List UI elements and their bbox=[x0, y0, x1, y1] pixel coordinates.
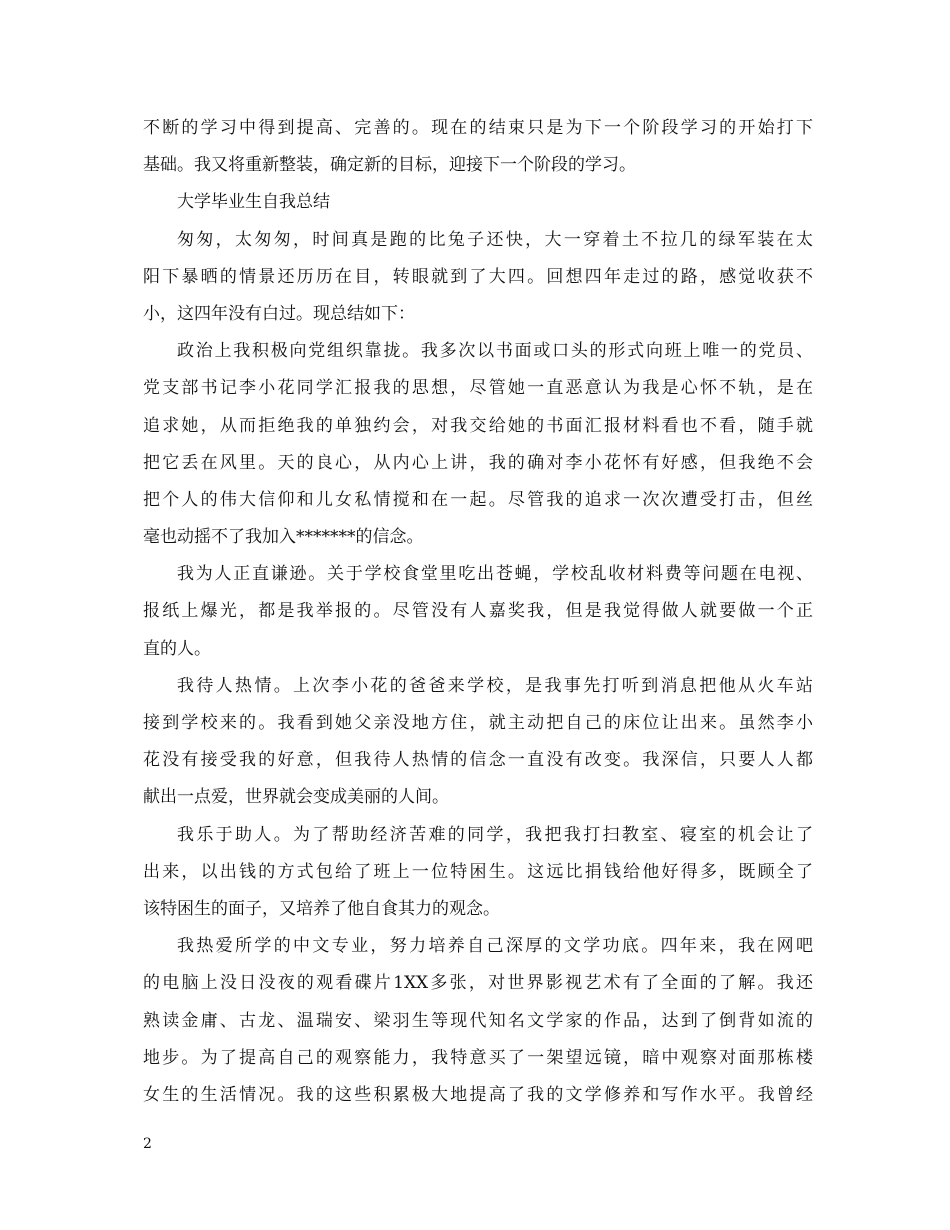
text-line: 把个人的伟大信仰和儿女私情搅和在一起。尽管我的追求一次次遭受打击，但丝 bbox=[143, 489, 813, 510]
text-line: 我待人热情。上次李小花的爸爸来学校，是我事先打听到消息把他从火车站 bbox=[177, 675, 813, 696]
text-line: 基础。我又将重新整装，确定新的目标，迎接下一个阶段的学习。 bbox=[143, 155, 636, 176]
text-line: 匆匆，太匆匆，时间真是跑的比兔子还快，大一穿着土不拉几的绿军装在太 bbox=[177, 229, 813, 250]
text-line: 阳下暴晒的情景还历历在目，转眼就到了大四。回想四年走过的路，感觉收获不 bbox=[143, 266, 813, 287]
text-line: 毫也动摇不了我加入*******的信念。 bbox=[143, 527, 424, 548]
text-line: 我热爱所学的中文专业，努力培养自己深厚的文学功底。四年来，我在网吧 bbox=[177, 936, 813, 957]
text-line: 政治上我积极向党组织靠拢。我多次以书面或口头的形式向班上唯一的党员、 bbox=[177, 341, 813, 362]
text-line: 党支部书记李小花同学汇报我的思想，尽管她一直恶意认为我是心怀不轨，是在 bbox=[143, 378, 813, 399]
text-line: 不断的学习中得到提高、完善的。现在的结束只是为下一个阶段学习的开始打下 bbox=[143, 118, 813, 138]
text-line: 直的人。 bbox=[143, 638, 211, 659]
text-line: 花没有接受我的好意，但我待人热情的信念一直没有改变。我深信，只要人人都 bbox=[143, 750, 813, 771]
text-line: 我为人正直谦逊。关于学校食堂里吃出苍蝇，学校乱收材料费等问题在电视、 bbox=[177, 564, 813, 585]
text-line: 我乐于助人。为了帮助经济苦难的同学，我把我打扫教室、寝室的机会让了 bbox=[177, 824, 813, 845]
text-line: 把它丢在风里。天的良心，从内心上讲，我的确对李小花怀有好感，但我绝不会 bbox=[143, 452, 813, 473]
text-line: 该特困生的面子，又培养了他自食其力的观念。 bbox=[143, 898, 500, 919]
text-line: 女生的生活情况。我的这些积累极大地提高了我的文学修养和写作水平。我曾经 bbox=[143, 1084, 813, 1105]
text-line: 地步。为了提高自己的观察能力，我特意买了一架望远镜，暗中观察对面那栋楼 bbox=[143, 1047, 813, 1068]
text-line: 熟读金庸、古龙、温瑞安、梁羽生等现代知名文学家的作品，达到了倒背如流的 bbox=[143, 1010, 813, 1031]
text-line: 献出一点爱，世界就会变成美丽的人间。 bbox=[143, 787, 449, 808]
text-line: 小，这四年没有白过。现总结如下： bbox=[143, 303, 415, 324]
text-line: 报纸上爆光，都是我举报的。尽管没有人嘉奖我，但是我觉得做人就要做一个正 bbox=[143, 601, 813, 622]
text-line: 接到学校来的。我看到她父亲没地方住，就主动把自己的床位让出来。虽然李小 bbox=[143, 713, 813, 733]
text-line: 出来，以出钱的方式包给了班上一位特困生。这远比捐钱给他好得多，既顾全了 bbox=[143, 861, 813, 882]
text-line: 大学毕业生自我总结 bbox=[177, 192, 330, 213]
text-line: 追求她，从而拒绝我的单独约会，对我交给她的书面汇报材料看也不看，随手就 bbox=[143, 415, 813, 436]
document-body bbox=[143, 110, 813, 1114]
page-number: 2 bbox=[143, 1136, 152, 1152]
text-line: 的电脑上没日没夜的观看碟片1XX多张，对世界影视艺术有了全面的了解。我还 bbox=[143, 973, 813, 994]
